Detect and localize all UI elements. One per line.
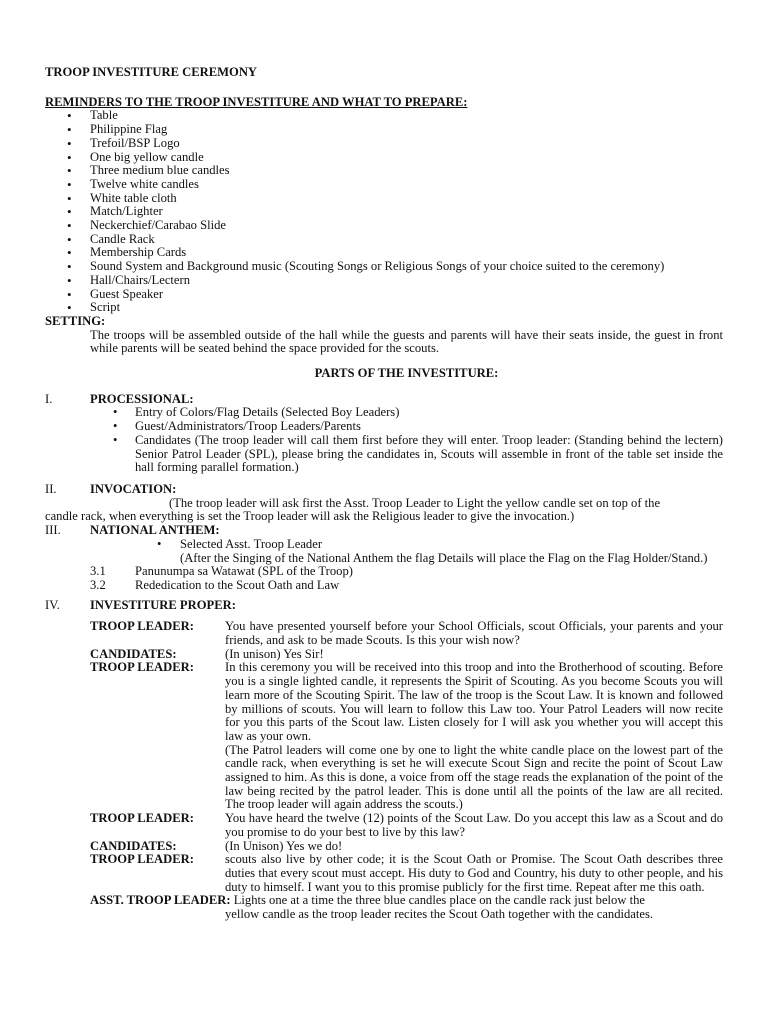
list-item: • One big yellow candle <box>45 151 723 165</box>
section-heading: INVOCATION: <box>90 481 177 496</box>
asst-row <box>90 894 723 908</box>
list-item: • Script <box>45 301 723 315</box>
dialog-block <box>45 620 723 921</box>
anthem-note: (After the Singing of the National Anthem the flag Details will place the Flag on the Flag Holder/Stand.) <box>180 550 708 565</box>
asst-text-rest: yellow candle as the troop leader recites the Scout Oath together with the candidates. <box>225 907 654 922</box>
list-item: • Trefoil/BSP Logo <box>45 137 723 151</box>
section-invocation <box>45 483 723 497</box>
dialog-text: You have presented yourself before your School Officials, scout Officials, your parents and your friends, and ask to be made Scouts. Is this your wish now? <box>225 619 723 648</box>
dialog-text: (In unison) Yes Sir! <box>225 646 324 661</box>
anthem-bullet: Selected Asst. Troop Leader <box>180 536 323 551</box>
section-number: II. <box>45 481 57 496</box>
list-item: • Table <box>45 109 723 123</box>
dialog-row <box>90 744 723 813</box>
speaker-label: TROOP LEADER: <box>90 811 194 826</box>
sub-number: 3.1 <box>90 564 106 579</box>
dialog-row <box>90 840 723 854</box>
list-item: • Candidates (The troop leader will call them first before they will enter. Troop leader: (Standing behind the lectern) Senior Patrol Leader (SPL), please bring the candidates in, Scouts will assemble in front of the table set inside the hall forming parallel formation.) <box>135 434 723 475</box>
dialog-text: (The Patrol leaders will come one by one to light the white candle place on the lowest part of the candle rack, when everything is set he will execute Scout Sign and recite the point of Scout Law assigned to him. As this is done, a voice from off the stage reads the explanation of the point of the law being recited by the patrol leader. This is done until all the points of the law are all recited. The troop leader will again address the scouts.) <box>225 742 723 812</box>
list-item: • Sound System and Background music (Scouting Songs or Religious Songs of your choice suited to the ceremony) <box>45 260 723 274</box>
sub-text: Rededication to the Scout Oath and Law <box>135 577 340 592</box>
speaker-label: TROOP LEADER: <box>90 619 194 634</box>
list-item: • Candle Rack <box>45 233 723 247</box>
speaker-label: CANDIDATES: <box>90 646 177 661</box>
invocation-text-first: (The troop leader will ask first the Asst. Troop Leader to Light the yellow candle set on top of the <box>169 495 661 510</box>
dialog-row <box>90 620 723 647</box>
section-heading: INVESTITURE PROPER: <box>90 597 236 612</box>
anthem-sub-1 <box>45 565 723 579</box>
section-heading: PROCESSIONAL: <box>90 391 194 406</box>
document-page <box>45 66 723 922</box>
invocation-text-rest: candle rack, when everything is set the Troop leader will ask the Religious leader to give the invocation.) <box>45 509 575 524</box>
parts-heading: PARTS OF THE INVESTITURE: <box>314 366 499 381</box>
speaker-label: CANDIDATES: <box>90 838 177 853</box>
list-item: • Entry of Colors/Flag Details (Selected Boy Leaders) <box>135 406 723 420</box>
section-anthem <box>45 524 723 538</box>
list-item: • Guest/Administrators/Troop Leaders/Parents <box>135 420 723 434</box>
reminders-list <box>45 109 723 315</box>
anthem-bullet-row <box>45 538 723 552</box>
list-item: • Three medium blue candles <box>45 164 723 178</box>
bullet-icon: • <box>157 536 162 551</box>
section-investiture <box>45 599 723 613</box>
document-title: TROOP INVESTITURE CEREMONY <box>45 65 258 79</box>
dialog-row <box>90 853 723 894</box>
section-number: III. <box>45 523 61 538</box>
section-processional <box>45 393 723 407</box>
anthem-sub-2 <box>45 579 723 593</box>
speaker-label <box>90 744 225 813</box>
list-item: • Membership Cards <box>45 246 723 260</box>
speaker-label: ASST. TROOP LEADER: <box>90 893 231 908</box>
dialog-text: scouts also live by other code; it is the Scout Oath or Promise. The Scout Oath describes three duties that every scout must accept. His duty to God and Country, his duty to other people, and his duty to himself. I want you to this promise publicly for the first time. Repeat after me this oath. <box>225 852 723 894</box>
section-number: I. <box>45 391 53 406</box>
section-number: IV. <box>45 597 60 612</box>
list-item: • Philippine Flag <box>45 123 723 137</box>
setting-text: The troops will be assembled outside of the hall while the guests and parents will have their seats inside, the guest in front while parents will be seated behind the space provided for the scouts. <box>90 327 723 356</box>
setting-heading: SETTING: <box>45 313 106 328</box>
list-item: • Guest Speaker <box>45 288 723 302</box>
dialog-text: (In Unison) Yes we do! <box>225 838 343 853</box>
processional-list <box>45 406 723 475</box>
dialog-text: Lights one at a time the three blue candles place on the candle rack just below the <box>233 893 645 908</box>
list-item: • Hall/Chairs/Lectern <box>45 274 723 288</box>
dialog-row <box>90 661 723 743</box>
speaker-label: TROOP LEADER: <box>90 660 194 675</box>
list-item: • Twelve white candles <box>45 178 723 192</box>
sub-number: 3.2 <box>90 577 106 592</box>
sub-text: Panunumpa sa Watawat (SPL of the Troop) <box>135 564 353 579</box>
list-item: • White table cloth <box>45 192 723 206</box>
list-item: • Match/Lighter <box>45 205 723 219</box>
speaker-label: TROOP LEADER: <box>90 852 194 867</box>
dialog-text: You have heard the twelve (12) points of the Scout Law. Do you accept this law as a Scout and do you promise to do your best to live by this law? <box>225 811 723 839</box>
reminders-heading: REMINDERS TO THE TROOP INVESTITURE AND WHAT TO PREPARE: <box>45 94 468 109</box>
dialog-text: In this ceremony you will be received into this troop and into the Brotherhood of scouting. Before you is a single lighted candle, it represents the Spirit of Scouting. As you become Scouts you will learn more of the Scouting Spirit. The law of the troop is the Scout Law. It is known and followed by millions of scouts. You will learn to follow this Law too. Your Patrol Leaders will now recite for you this parts of the Scout law. Listen closely for I will ask you whether you will accept this law as your own. <box>225 660 723 743</box>
dialog-row <box>90 812 723 839</box>
section-heading: NATIONAL ANTHEM: <box>90 523 220 538</box>
dialog-row <box>90 648 723 662</box>
list-item: • Neckerchief/Carabao Slide <box>45 219 723 233</box>
